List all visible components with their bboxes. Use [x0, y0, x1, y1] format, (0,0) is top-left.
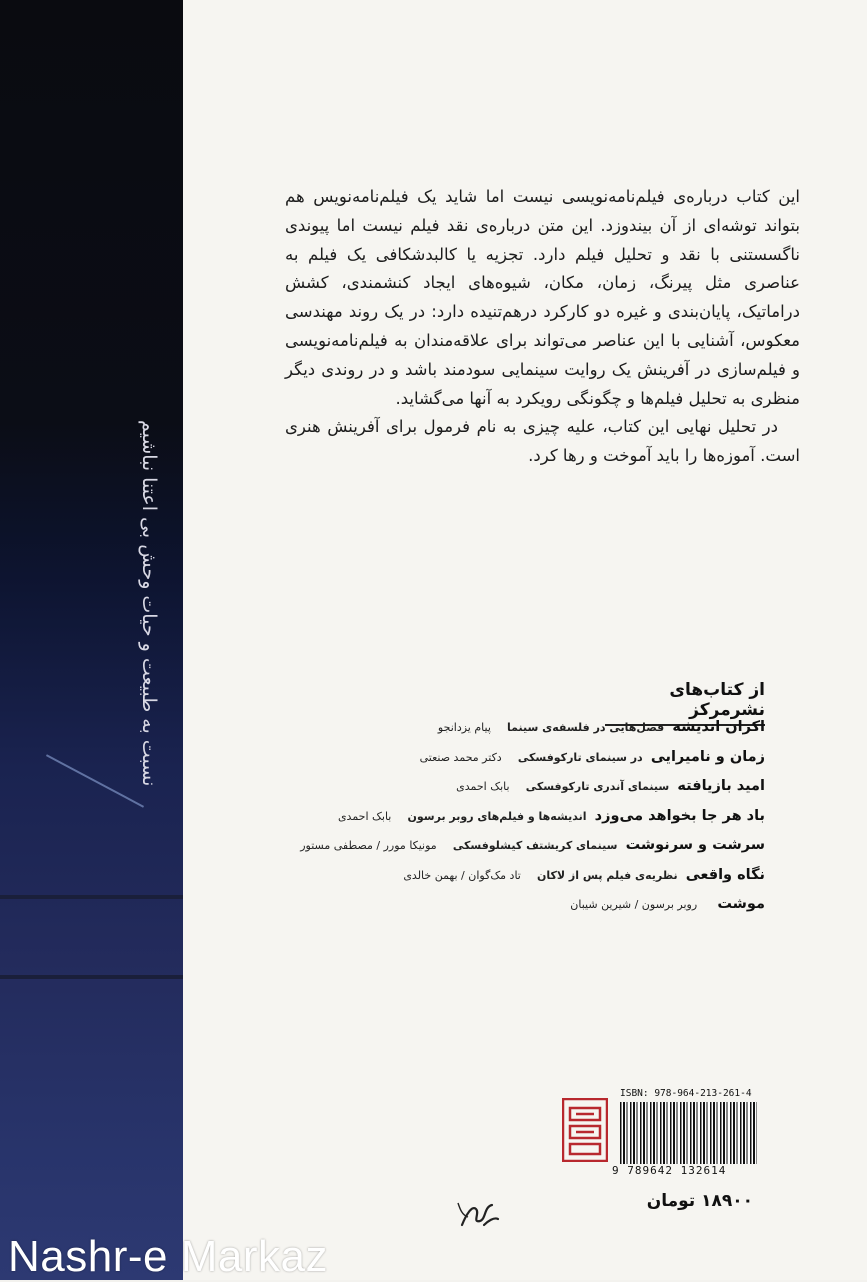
book-title: سرشت و سرنوشت: [625, 837, 765, 853]
blurb-paragraph: این کتاب درباره‌ی فیلم‌نامه‌نویسی نیست اما شاید یک فیلم‌نامه‌نویس هم بتواند توشه‌ای از آن بیندوزد. این متن درباره‌ی نقد فیلم نیست اما پیوندی ناگسستنی با نقد و تحلیل فیلم دارد. تجزیه یا کالبدشکافی یک فیلم به عناصری مثل پیرنگ، زمان، مکان، شیوه‌های ایجاد کنشمندی، کشش دراماتیک، پایان‌بندی و غیره دو کارکرد درهم‌تنیده دارد: در یک روند مهندسی معکوس، آشنایی با این عناصر می‌تواند برای علاقه‌مندان به فیلم‌نامه‌نویسی و فیلم‌سازی در آفرینش یک روایت سینمایی سودمند باشد و در روندی دیگر منظری به تحلیل فیلم‌ها و چگونگی رویکرد به آنها می‌گشاید.: [285, 187, 800, 408]
book-subtitle: سینمای آندری تارکوفسکی: [525, 780, 670, 793]
signature-icon: [454, 1195, 504, 1235]
book-author: بابک احمدی: [456, 780, 510, 793]
book-title: نگاه واقعی: [685, 866, 765, 883]
book-author: دکتر محمد صنعتی: [419, 750, 502, 764]
book-author: پیام یزدانجو: [437, 721, 491, 734]
book-author: تاد مک‌گوان / بهمن خالدی: [403, 868, 521, 882]
spine-stripe: [0, 975, 183, 979]
book-list-item: [300, 896, 765, 926]
book-subtitle: سینمای کریشتف کیشلوفسکی: [452, 839, 618, 852]
isbn-text: ISBN: 978-964-213-261-4: [620, 1088, 752, 1099]
barcode-bars: [620, 1102, 757, 1164]
book-subtitle: در سینمای تارکوفسکی: [517, 750, 643, 764]
series-heading: از کتاب‌های نشرمرکز: [605, 680, 765, 726]
barcode: [612, 1088, 757, 1180]
spine-title: نسبت به طبیعت و حیات وحش بی اعتنا نباشیم: [138, 420, 160, 787]
book-title: اکران اندیشه: [672, 719, 765, 735]
book-author: مونیکا مورر / مصطفی مستور: [300, 839, 437, 852]
book-author: روبر برسون / شیرین شیبان: [570, 898, 698, 911]
book-title: باد هر جا بخواهد می‌وزد: [594, 807, 765, 824]
book-list-item: [300, 778, 765, 808]
book-subtitle: نظریه‌ی فیلم پس از لاکان: [537, 868, 678, 882]
book-list-item: [300, 867, 765, 897]
book-list-item: [300, 837, 765, 867]
book-title: زمان و نامیرایی: [650, 748, 765, 765]
book-author: بابک احمدی: [337, 809, 392, 823]
barcode-number: 9 789642 132614: [612, 1164, 760, 1177]
book-spine: [0, 0, 183, 1280]
spine-light-streak: [46, 754, 144, 807]
price: ۱۸۹۰۰ تومان: [646, 1191, 753, 1211]
watermark-text: Nashr-e Markaz: [8, 1232, 328, 1281]
book-subtitle: اندیشه‌ها و فیلم‌های روبر برسون: [407, 809, 587, 823]
book-list-item: [300, 749, 765, 779]
book-title: موشت: [717, 896, 765, 912]
book-title: امید بازیافته: [677, 778, 765, 794]
blurb-paragraph: در تحلیل نهایی این کتاب، علیه چیزی به نام فرمول برای آفرینش هنری است. آموزه‌ها را باید آموخت و رها کرد.: [285, 417, 800, 466]
publisher-logo-icon: [562, 1098, 608, 1162]
spine-stripe: [0, 895, 183, 899]
book-list: [300, 719, 765, 926]
book-subtitle: فصل‌هایی در فلسفه‌ی سینما: [507, 721, 665, 734]
book-list-item: [300, 808, 765, 838]
blurb-text: [285, 183, 800, 471]
book-list-item: [300, 719, 765, 749]
